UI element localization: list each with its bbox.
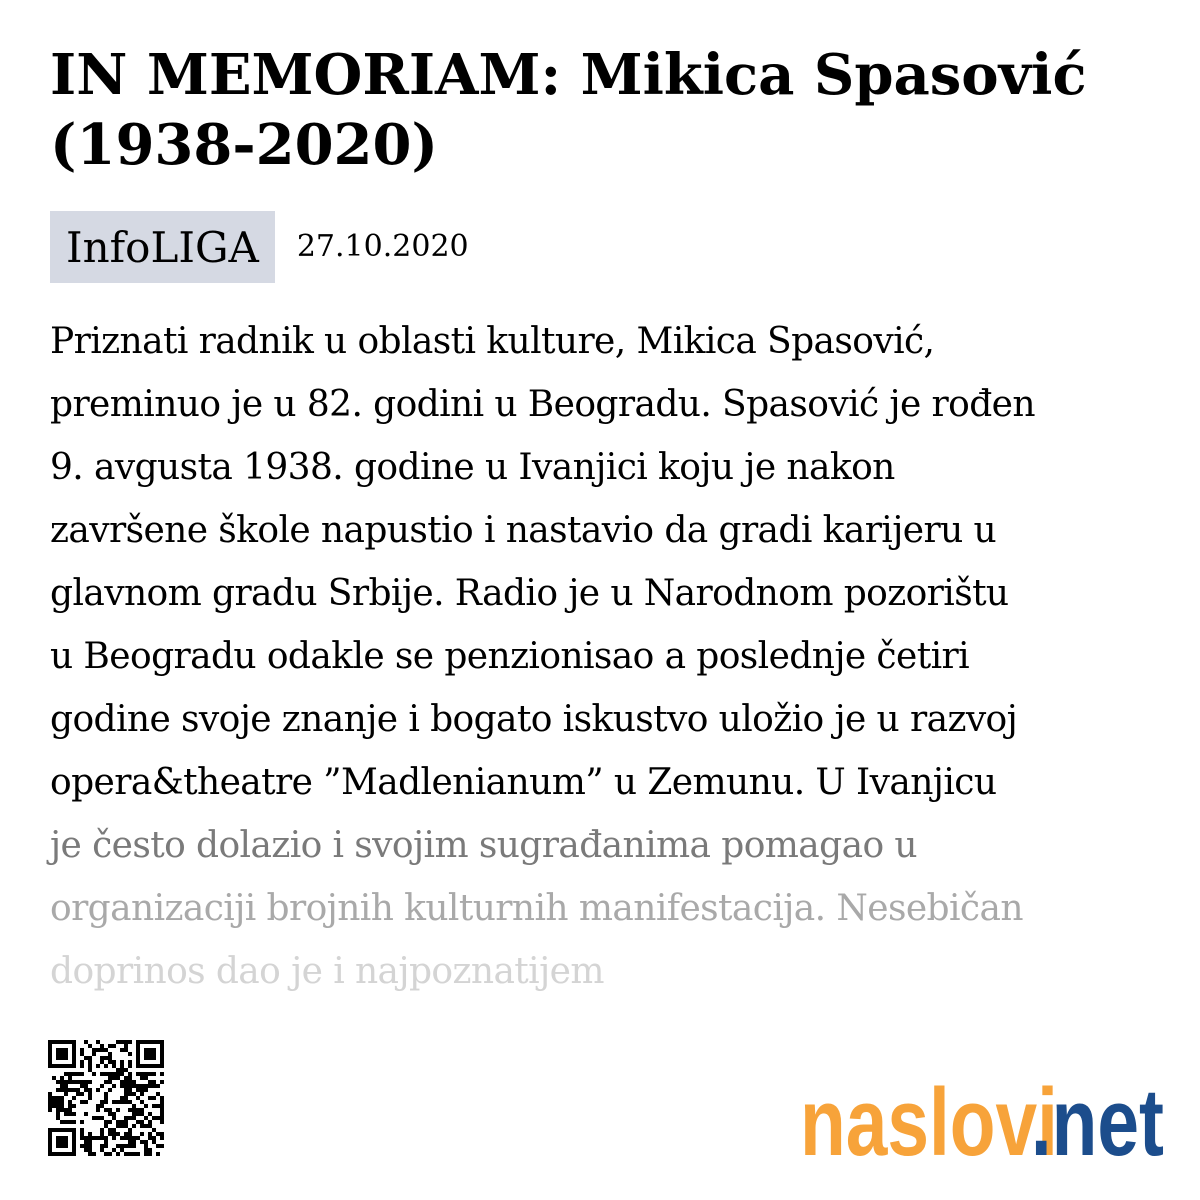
- body-line-faded: organizaciji brojnih kulturnih manifestacija. Nesebičan: [50, 888, 1023, 929]
- logo-text-main: naslovi: [800, 1069, 1058, 1170]
- article-body: [50, 310, 1160, 1003]
- logo-text-suffix: .net: [1030, 1069, 1164, 1170]
- body-line: opera&theatre ”Madlenianum” u Zemunu. U Ivanjicu: [50, 762, 997, 803]
- naslovi-logo[interactable]: [800, 1060, 1170, 1170]
- body-line: 9. avgusta 1938. godine u Ivanjici koju je nakon: [50, 447, 895, 488]
- body-line-faded: doprinos dao je i najpoznatijem: [50, 951, 604, 992]
- body-line-faded: je često dolazio i svojim sugrađanima pomagao u: [50, 825, 917, 866]
- body-line: završene škole napustio i nastavio da gradi karijeru u: [50, 510, 997, 551]
- body-line: Priznati radnik u oblasti kulture, Mikica Spasović,: [50, 321, 935, 362]
- article-meta: [50, 211, 469, 283]
- source-badge[interactable]: InfoLIGA: [50, 211, 275, 283]
- article-date: 27.10.2020: [296, 229, 469, 264]
- body-line: u Beogradu odakle se penzionisao a poslednje četiri: [50, 636, 970, 677]
- body-line: glavnom gradu Srbije. Radio je u Narodnom pozorištu: [50, 573, 1009, 614]
- qr-code-icon[interactable]: [48, 1040, 164, 1156]
- article-title: IN MEMORIAM: Mikica Spasović (1938-2020): [50, 42, 1087, 178]
- body-line: godine svoje znanje i bogato iskustvo uložio je u razvoj: [50, 699, 1018, 740]
- body-line: preminuo je u 82. godini u Beogradu. Spasović je rođen: [50, 384, 1035, 425]
